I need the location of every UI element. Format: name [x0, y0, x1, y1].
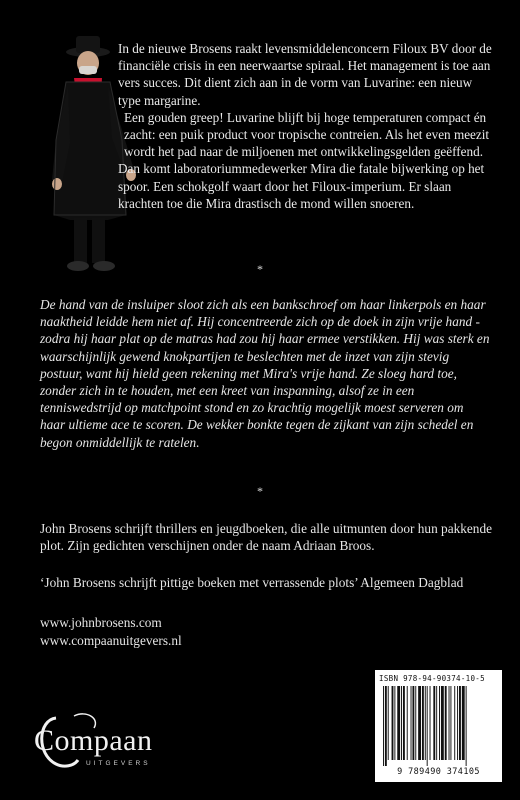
barcode-bar	[445, 686, 447, 760]
barcode-bar	[427, 686, 428, 766]
press-quote: ‘John Brosens schrijft pittige boeken met verrassende plots’ Algemeen Dagblad	[40, 575, 464, 590]
isbn-label: ISBN 978-94-90374-10-5	[379, 674, 485, 683]
barcode-bar	[411, 686, 412, 760]
barcode-bar	[459, 686, 461, 760]
barcode-bar	[383, 686, 384, 766]
barcode-bar	[454, 686, 455, 760]
barcode-bar	[425, 686, 426, 760]
barcode-bar	[418, 686, 421, 760]
barcode-bar	[462, 686, 465, 760]
blurb	[118, 40, 496, 212]
barcode-bar	[449, 686, 450, 760]
blurb-paragraph-1: In de nieuwe Brosens raakt levensmiddelenconcern Filoux BV door de financiële crisis in een neerwaartse spiraal. Het management is toe aan vers succes. Dit dient zich aan in de vorm van Luvarine: een nieuw type margarine.	[118, 41, 492, 108]
barcode-bar	[385, 686, 387, 766]
isbn-barcode	[375, 670, 502, 782]
barcode-bar	[441, 686, 444, 760]
blurb-paragraph-2: Een gouden greep! Luvarine blijft bij hoge temperaturen compact én zacht: een puik product voor tropische contreien. Als het even meezit wordt het pad naar de miljoenen met ontwikkelingsgelden geëffend.	[124, 109, 490, 160]
barcode-bar	[422, 686, 424, 760]
publisher-logo-subtitle: UITGEVERS	[86, 760, 151, 767]
barcode-bar	[439, 686, 440, 760]
barcode-bar	[415, 686, 416, 760]
author-website-link[interactable]: www.johnbrosens.com	[40, 615, 162, 630]
barcode-digits: 9 789490 374105	[397, 767, 480, 777]
barcode-bar	[407, 686, 408, 760]
barcode-bar	[403, 686, 405, 760]
blurb-paragraph-3: Dan komt laboratoriummedewerker Mira die fatale bijwerking op het spoor. Een schokgolf waart door het Filoux-imperium. Er slaan krachten toe die Mira drastisch de mond willen snoeren.	[118, 161, 485, 211]
excerpt: De hand van de insluiper sloot zich als een bankschroef om haar linkerpols en haar naaktheid leidde hem niet af. Hij concentreerde zich op de doek in zijn vrije hand - zodra hij haar plat op de matras had zou hij haar ermee verstikken. Hij was sterk en waarschijnlijk gewend knokpartijen te beslechten met de inzet van zijn stevig postuur, want hij hield geen rekening met Mira's vrije hand. Ze sloeg hard toe, zonder zich in te houden, met een kreet van inspanning, alsof ze in een tenniswedstrijd op matchpoint stond en zo krachtig mogelijk moest serveren om haar ultieme ace te scoren. De wekker bonkte tegen de zijkant van zijn schedel en begon onmiddellijk te ratelen.	[40, 297, 490, 450]
barcode-bar	[388, 686, 389, 760]
barcode-bars	[381, 686, 496, 766]
barcode-bar	[430, 686, 431, 760]
barcode-bar	[450, 686, 451, 760]
barcode-bar	[457, 686, 458, 760]
publisher-website-link[interactable]: www.compaanuitgevers.nl	[40, 633, 182, 648]
author-bio: John Brosens schrijft thrillers en jeugdboeken, die alle uitmunten door hun pakkende plot. Zijn gedichten verschijnen onder de naam Adriaan Broos.	[40, 521, 492, 554]
barcode-bar	[397, 686, 400, 760]
separator-star: *	[257, 262, 263, 276]
barcode-bar	[466, 686, 467, 766]
barcode-bar	[433, 686, 435, 760]
separator-star: *	[257, 484, 263, 498]
publisher-logo-wordmark: Compaan	[34, 724, 153, 757]
barcode-bar	[392, 686, 394, 760]
barcode-bar	[394, 686, 395, 760]
barcode-bar	[412, 686, 414, 760]
barcode-bar	[436, 686, 437, 760]
barcode-bar	[401, 686, 402, 760]
